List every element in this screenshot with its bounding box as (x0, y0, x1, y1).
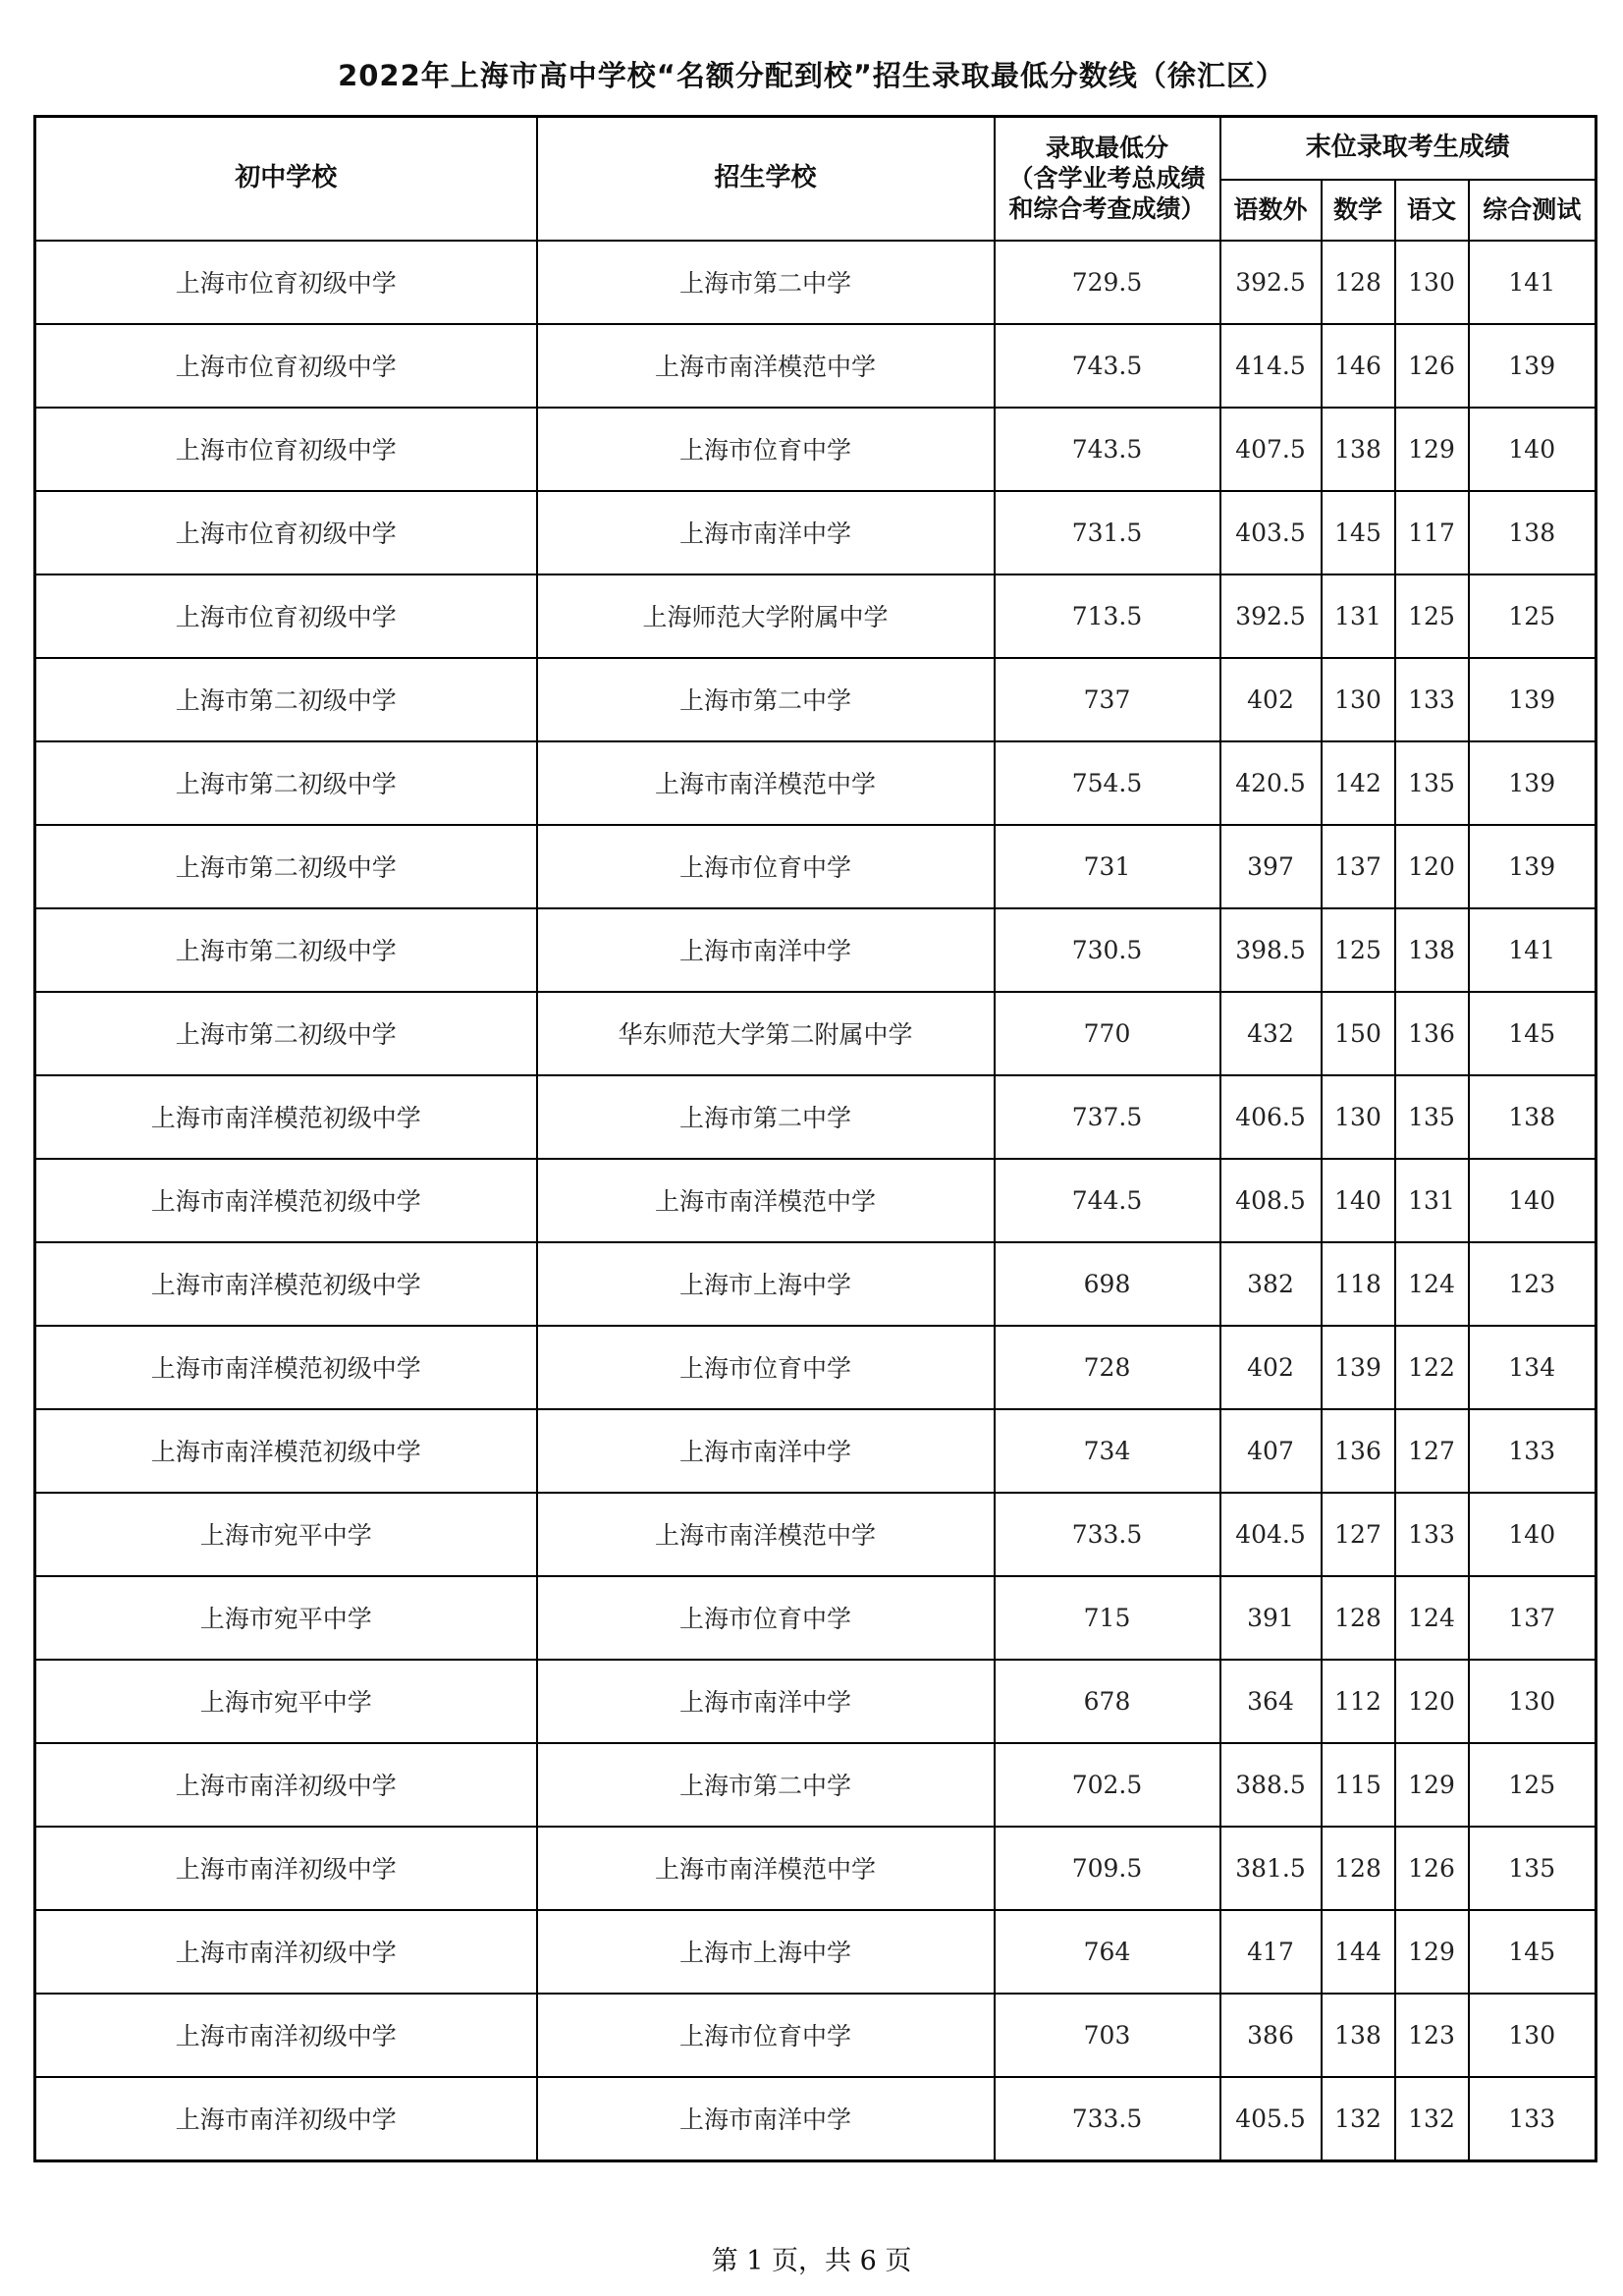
table-row (35, 1743, 1596, 1827)
cell-enroll-school: 上海市南洋模范中学 (537, 1827, 995, 1910)
cell-math: 128 (1322, 1827, 1395, 1910)
cell-math: 136 (1322, 1409, 1395, 1493)
table-row (35, 1075, 1596, 1159)
cell-chinese: 131 (1395, 1159, 1469, 1242)
cell-chinese: 133 (1395, 658, 1469, 741)
header-yushuwai: 语数外 (1220, 180, 1322, 241)
cell-junior-school: 上海市第二初级中学 (35, 908, 537, 992)
cell-enroll-school: 上海市第二中学 (537, 658, 995, 741)
cell-yushuwai: 404.5 (1220, 1493, 1322, 1576)
cell-min-score: 733.5 (995, 1493, 1220, 1576)
cell-chinese: 136 (1395, 992, 1469, 1075)
cell-min-score: 731.5 (995, 491, 1220, 574)
cell-enroll-school: 上海市位育中学 (537, 1576, 995, 1660)
cell-comprehensive: 139 (1469, 825, 1596, 908)
cell-junior-school: 上海市位育初级中学 (35, 491, 537, 574)
cell-yushuwai: 388.5 (1220, 1743, 1322, 1827)
table-row (35, 491, 1596, 574)
cell-enroll-school: 上海市南洋中学 (537, 1660, 995, 1743)
cell-comprehensive: 134 (1469, 1326, 1596, 1409)
cell-yushuwai: 364 (1220, 1660, 1322, 1743)
cell-junior-school: 上海市宛平中学 (35, 1576, 537, 1660)
cell-chinese: 129 (1395, 1743, 1469, 1827)
cell-junior-school: 上海市位育初级中学 (35, 408, 537, 491)
cell-yushuwai: 420.5 (1220, 741, 1322, 825)
header-chinese: 语文 (1395, 180, 1469, 241)
cell-junior-school: 上海市南洋初级中学 (35, 1827, 537, 1910)
cell-yushuwai: 417 (1220, 1910, 1322, 1994)
cell-comprehensive: 138 (1469, 1075, 1596, 1159)
cell-chinese: 135 (1395, 741, 1469, 825)
table-row (35, 1493, 1596, 1576)
cell-min-score: 731 (995, 825, 1220, 908)
cell-junior-school: 上海市第二初级中学 (35, 658, 537, 741)
table-row (35, 574, 1596, 658)
cell-math: 131 (1322, 574, 1395, 658)
cell-yushuwai: 407 (1220, 1409, 1322, 1493)
table-row (35, 1576, 1596, 1660)
table-row (35, 741, 1596, 825)
cell-comprehensive: 138 (1469, 491, 1596, 574)
cell-chinese: 117 (1395, 491, 1469, 574)
cell-math: 137 (1322, 825, 1395, 908)
cell-comprehensive: 125 (1469, 574, 1596, 658)
cell-enroll-school: 上海市位育中学 (537, 825, 995, 908)
cell-comprehensive: 133 (1469, 1409, 1596, 1493)
cell-comprehensive: 130 (1469, 1994, 1596, 2077)
cell-junior-school: 上海市南洋模范初级中学 (35, 1159, 537, 1242)
table-row (35, 1242, 1596, 1326)
header-math: 数学 (1322, 180, 1395, 241)
cell-yushuwai: 386 (1220, 1994, 1322, 2077)
cell-min-score: 713.5 (995, 574, 1220, 658)
table-row (35, 1994, 1596, 2077)
table-row (35, 658, 1596, 741)
cell-yushuwai: 406.5 (1220, 1075, 1322, 1159)
cell-min-score: 709.5 (995, 1827, 1220, 1910)
cell-junior-school: 上海市南洋初级中学 (35, 1910, 537, 1994)
table-row (35, 408, 1596, 491)
cell-min-score: 737.5 (995, 1075, 1220, 1159)
header-min-score (995, 117, 1220, 241)
cell-yushuwai: 392.5 (1220, 574, 1322, 658)
cell-min-score: 729.5 (995, 241, 1220, 324)
table-row (35, 992, 1596, 1075)
cell-comprehensive: 133 (1469, 2077, 1596, 2161)
table-row (35, 241, 1596, 324)
cell-junior-school: 上海市宛平中学 (35, 1493, 537, 1576)
cell-comprehensive: 139 (1469, 658, 1596, 741)
cell-math: 128 (1322, 241, 1395, 324)
cell-enroll-school: 上海市南洋中学 (537, 908, 995, 992)
cell-junior-school: 上海市南洋初级中学 (35, 1994, 537, 2077)
cell-yushuwai: 414.5 (1220, 324, 1322, 408)
header-junior-school: 初中学校 (35, 117, 537, 241)
cell-comprehensive: 125 (1469, 1743, 1596, 1827)
cell-math: 118 (1322, 1242, 1395, 1326)
cell-min-score: 733.5 (995, 2077, 1220, 2161)
cell-enroll-school: 上海市第二中学 (537, 1743, 995, 1827)
header-comprehensive: 综合测试 (1469, 180, 1596, 241)
cell-chinese: 124 (1395, 1242, 1469, 1326)
cell-math: 130 (1322, 658, 1395, 741)
cell-math: 127 (1322, 1493, 1395, 1576)
cell-math: 128 (1322, 1576, 1395, 1660)
cell-comprehensive: 140 (1469, 408, 1596, 491)
cell-min-score: 737 (995, 658, 1220, 741)
cell-junior-school: 上海市南洋模范初级中学 (35, 1409, 537, 1493)
cell-enroll-school: 上海市位育中学 (537, 408, 995, 491)
cell-min-score: 703 (995, 1994, 1220, 2077)
cell-comprehensive: 137 (1469, 1576, 1596, 1660)
cell-math: 125 (1322, 908, 1395, 992)
cell-enroll-school: 上海市南洋模范中学 (537, 1159, 995, 1242)
cell-math: 138 (1322, 408, 1395, 491)
cell-junior-school: 上海市位育初级中学 (35, 324, 537, 408)
cell-chinese: 126 (1395, 324, 1469, 408)
cell-junior-school: 上海市位育初级中学 (35, 241, 537, 324)
page-footer: 第 1 页，共 6 页 (711, 2246, 912, 2276)
cell-enroll-school: 上海市第二中学 (537, 241, 995, 324)
cell-enroll-school: 上海师范大学附属中学 (537, 574, 995, 658)
cell-yushuwai: 392.5 (1220, 241, 1322, 324)
cell-chinese: 120 (1395, 1660, 1469, 1743)
cell-comprehensive: 130 (1469, 1660, 1596, 1743)
cell-min-score: 678 (995, 1660, 1220, 1743)
cell-chinese: 133 (1395, 1493, 1469, 1576)
table-header (35, 117, 1596, 241)
cell-min-score: 730.5 (995, 908, 1220, 992)
cell-yushuwai: 398.5 (1220, 908, 1322, 992)
cell-enroll-school: 上海市上海中学 (537, 1910, 995, 1994)
cell-enroll-school: 上海市南洋中学 (537, 491, 995, 574)
cell-min-score: 743.5 (995, 324, 1220, 408)
cell-math: 146 (1322, 324, 1395, 408)
cell-junior-school: 上海市南洋初级中学 (35, 2077, 537, 2161)
cell-yushuwai: 391 (1220, 1576, 1322, 1660)
cell-chinese: 124 (1395, 1576, 1469, 1660)
cell-enroll-school: 上海市位育中学 (537, 1994, 995, 2077)
cell-math: 139 (1322, 1326, 1395, 1409)
cell-enroll-school: 上海市南洋中学 (537, 2077, 995, 2161)
cell-yushuwai: 381.5 (1220, 1827, 1322, 1910)
cell-enroll-school: 上海市南洋中学 (537, 1409, 995, 1493)
cell-chinese: 138 (1395, 908, 1469, 992)
cell-chinese: 127 (1395, 1409, 1469, 1493)
cell-enroll-school: 上海市上海中学 (537, 1242, 995, 1326)
cell-yushuwai: 397 (1220, 825, 1322, 908)
cell-min-score: 770 (995, 992, 1220, 1075)
cell-yushuwai: 405.5 (1220, 2077, 1322, 2161)
cell-min-score: 715 (995, 1576, 1220, 1660)
cell-comprehensive: 145 (1469, 992, 1596, 1075)
cell-junior-school: 上海市第二初级中学 (35, 741, 537, 825)
cell-chinese: 122 (1395, 1326, 1469, 1409)
cell-chinese: 132 (1395, 2077, 1469, 2161)
table-row (35, 2077, 1596, 2161)
cell-math: 150 (1322, 992, 1395, 1075)
cell-yushuwai: 407.5 (1220, 408, 1322, 491)
cell-yushuwai: 402 (1220, 658, 1322, 741)
cell-math: 140 (1322, 1159, 1395, 1242)
cell-min-score: 734 (995, 1409, 1220, 1493)
cell-junior-school: 上海市第二初级中学 (35, 992, 537, 1075)
cell-min-score: 764 (995, 1910, 1220, 1994)
cell-min-score: 702.5 (995, 1743, 1220, 1827)
header-min-score-line2: （含学业考总成绩 (1008, 164, 1206, 193)
admission-score-table (33, 115, 1597, 2162)
cell-comprehensive: 145 (1469, 1910, 1596, 1994)
cell-comprehensive: 123 (1469, 1242, 1596, 1326)
cell-math: 112 (1322, 1660, 1395, 1743)
cell-enroll-school: 华东师范大学第二附属中学 (537, 992, 995, 1075)
cell-math: 132 (1322, 2077, 1395, 2161)
cell-min-score: 743.5 (995, 408, 1220, 491)
cell-comprehensive: 140 (1469, 1159, 1596, 1242)
cell-enroll-school: 上海市南洋模范中学 (537, 324, 995, 408)
cell-chinese: 123 (1395, 1994, 1469, 2077)
cell-yushuwai: 432 (1220, 992, 1322, 1075)
cell-enroll-school: 上海市第二中学 (537, 1075, 995, 1159)
table-row (35, 1326, 1596, 1409)
cell-chinese: 120 (1395, 825, 1469, 908)
cell-chinese: 129 (1395, 1910, 1469, 1994)
cell-min-score: 728 (995, 1326, 1220, 1409)
page-title: 2022年上海市高中学校“名额分配到校”招生录取最低分数线（徐汇区） (338, 59, 1285, 92)
cell-comprehensive: 139 (1469, 741, 1596, 825)
cell-comprehensive: 141 (1469, 908, 1596, 992)
table-row (35, 324, 1596, 408)
cell-math: 130 (1322, 1075, 1395, 1159)
table-body (35, 241, 1596, 2161)
cell-enroll-school: 上海市位育中学 (537, 1326, 995, 1409)
table-row (35, 1159, 1596, 1242)
cell-comprehensive: 140 (1469, 1493, 1596, 1576)
cell-enroll-school: 上海市南洋模范中学 (537, 741, 995, 825)
header-min-score-line3: 和综合考查成绩） (1008, 194, 1206, 224)
cell-yushuwai: 403.5 (1220, 491, 1322, 574)
header-enroll-school: 招生学校 (537, 117, 995, 241)
cell-junior-school: 上海市南洋模范初级中学 (35, 1326, 537, 1409)
cell-chinese: 130 (1395, 241, 1469, 324)
cell-math: 115 (1322, 1743, 1395, 1827)
cell-junior-school: 上海市南洋模范初级中学 (35, 1242, 537, 1326)
cell-chinese: 125 (1395, 574, 1469, 658)
cell-comprehensive: 141 (1469, 241, 1596, 324)
cell-chinese: 126 (1395, 1827, 1469, 1910)
cell-chinese: 135 (1395, 1075, 1469, 1159)
cell-yushuwai: 382 (1220, 1242, 1322, 1326)
table-row (35, 1660, 1596, 1743)
table-row (35, 1827, 1596, 1910)
cell-comprehensive: 139 (1469, 324, 1596, 408)
cell-math: 145 (1322, 491, 1395, 574)
cell-min-score: 754.5 (995, 741, 1220, 825)
table-row (35, 1910, 1596, 1994)
cell-junior-school: 上海市第二初级中学 (35, 825, 537, 908)
cell-junior-school: 上海市南洋初级中学 (35, 1743, 537, 1827)
cell-yushuwai: 408.5 (1220, 1159, 1322, 1242)
cell-junior-school: 上海市位育初级中学 (35, 574, 537, 658)
table-row (35, 1409, 1596, 1493)
cell-math: 142 (1322, 741, 1395, 825)
table-row (35, 908, 1596, 992)
cell-comprehensive: 135 (1469, 1827, 1596, 1910)
header-min-score-line1: 录取最低分 (1045, 134, 1168, 163)
cell-min-score: 698 (995, 1242, 1220, 1326)
cell-junior-school: 上海市南洋模范初级中学 (35, 1075, 537, 1159)
cell-yushuwai: 402 (1220, 1326, 1322, 1409)
table-row (35, 825, 1596, 908)
cell-math: 144 (1322, 1910, 1395, 1994)
cell-math: 138 (1322, 1994, 1395, 2077)
cell-junior-school: 上海市宛平中学 (35, 1660, 537, 1743)
cell-min-score: 744.5 (995, 1159, 1220, 1242)
cell-enroll-school: 上海市南洋模范中学 (537, 1493, 995, 1576)
header-last-student: 末位录取考生成绩 (1220, 117, 1596, 180)
cell-chinese: 129 (1395, 408, 1469, 491)
